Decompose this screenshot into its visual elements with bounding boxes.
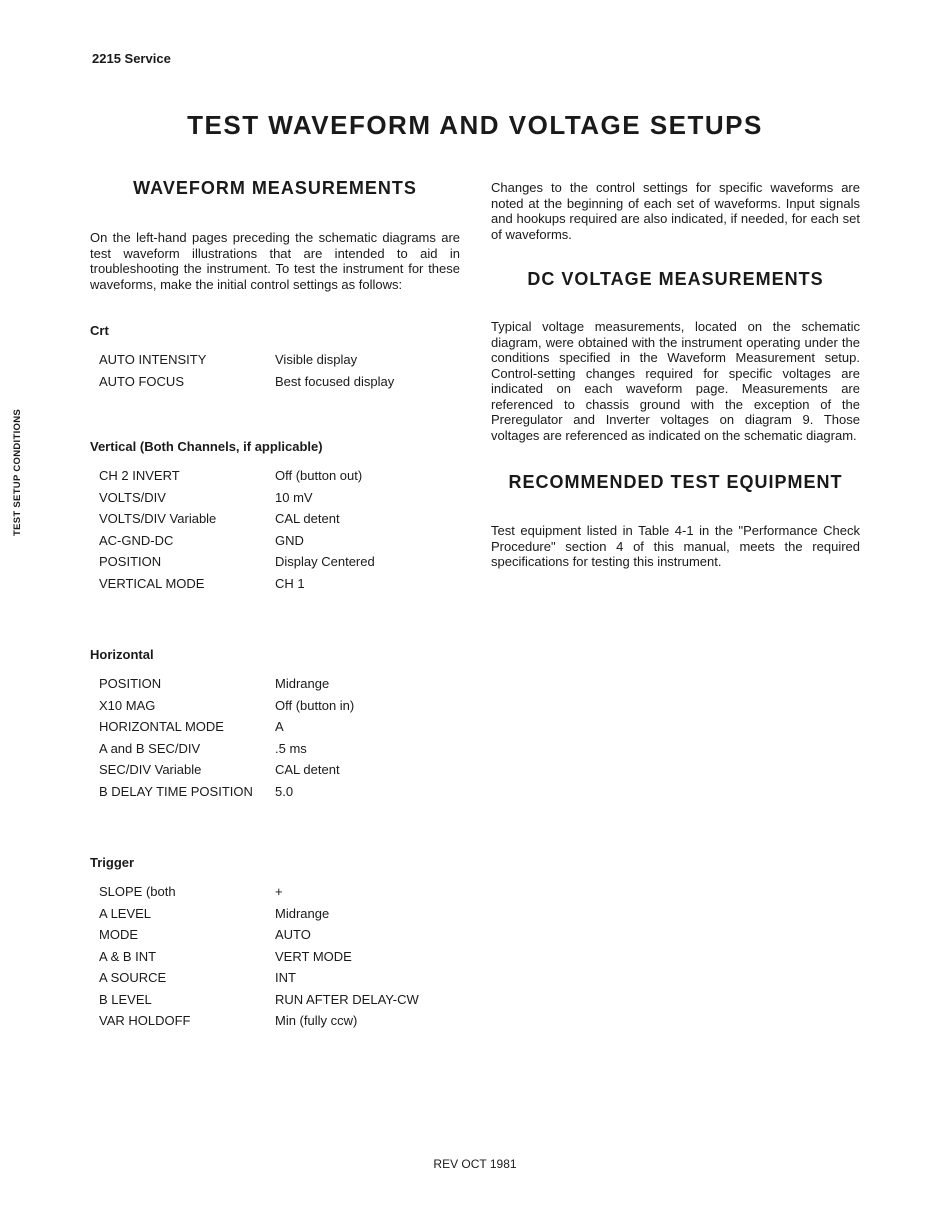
- control-name: SLOPE (both: [99, 884, 176, 900]
- control-name: CH 2 INVERT: [99, 468, 180, 484]
- settings-row: [99, 924, 419, 946]
- vertical-section: [90, 439, 460, 594]
- settings-row: [99, 551, 375, 573]
- settings-row: [99, 349, 394, 371]
- control-setting: AUTO: [275, 927, 311, 943]
- control-setting: Off (button out): [275, 468, 363, 484]
- control-setting: 5.0: [275, 783, 294, 799]
- control-setting: 10 mV: [275, 489, 313, 505]
- settings-row: [99, 903, 419, 925]
- control-name: SEC/DIV Variable: [99, 762, 202, 778]
- side-tab-label: TEST SETUP CONDITIONS: [12, 409, 23, 536]
- settings-row: [99, 573, 375, 595]
- control-name: A LEVEL: [99, 905, 152, 921]
- settings-row: [99, 530, 375, 552]
- control-setting: Min (fully ccw): [275, 1013, 358, 1029]
- settings-row: [99, 738, 354, 760]
- control-setting: Display Centered: [275, 554, 375, 570]
- waveform-intro: On the left-hand pages preceding the schematic diagrams are test waveform illustrations that are intended to aid in troubleshooting the instrument. To test the instrument for these waveforms, make the initial control settings as follows:: [90, 230, 460, 292]
- control-setting: .5 ms: [275, 740, 307, 756]
- settings-row: [99, 946, 419, 968]
- control-name: POSITION: [99, 676, 162, 692]
- control-name: B LEVEL: [99, 991, 152, 1007]
- control-name: AC-GND-DC: [99, 532, 174, 548]
- control-name: HORIZONTAL MODE: [99, 719, 224, 735]
- control-setting: Visible display: [275, 352, 358, 368]
- control-setting: +: [275, 884, 283, 900]
- section-heading: Horizontal: [90, 647, 154, 662]
- control-name: MODE: [99, 927, 138, 943]
- control-setting: Midrange: [275, 676, 330, 692]
- control-name: X10 MAG: [99, 697, 156, 713]
- control-setting: GND: [275, 532, 304, 548]
- settings-row: [99, 508, 375, 530]
- settings-table: [99, 881, 419, 1032]
- control-name: A and B SEC/DIV: [99, 740, 201, 756]
- settings-row: [99, 759, 354, 781]
- settings-row: [99, 695, 354, 717]
- control-name: B DELAY TIME POSITION: [99, 783, 253, 799]
- dc-voltage-heading: DC VOLTAGE MEASUREMENTS: [527, 269, 824, 289]
- control-name: AUTO FOCUS: [99, 373, 184, 389]
- page-header: 2215 Service: [92, 51, 171, 66]
- dc-voltage-text: Typical voltage measurements, located on the schematic diagram, were obtained with the instrument operating under the conditions specified in the Waveform Measurement setup. Control-setting changes required for specific voltages are indicated on each waveform page. Measurements are referenced to chassis ground with the exception of the Preregulator and Inverter voltages on diagram 9. Those voltages are referenced as indicated on the schematic diagram.: [491, 319, 860, 443]
- settings-table: [99, 465, 375, 594]
- settings-row: [99, 881, 419, 903]
- right-column: [491, 180, 860, 570]
- control-setting: A: [275, 719, 284, 735]
- control-setting: Midrange: [275, 905, 330, 921]
- test-equipment-text: Test equipment listed in Table 4-1 in the "Performance Check Procedure" section 4 of this manual, meets the required specifications for testing this instrument.: [491, 523, 860, 569]
- section-heading: Vertical (Both Channels, if applicable): [90, 439, 323, 454]
- waveform-continuation: Changes to the control settings for specific waveforms are noted at the beginning of each set of waveforms. Input signals and hookups required are also indicated, if needed, for each set of waveforms.: [491, 180, 860, 242]
- settings-table: [99, 673, 354, 802]
- trigger-section: [90, 855, 460, 1032]
- control-name: A & B INT: [99, 948, 157, 964]
- settings-row: [99, 967, 419, 989]
- control-name: VOLTS/DIV Variable: [99, 511, 217, 527]
- control-setting: VERT MODE: [275, 948, 352, 964]
- control-name: VOLTS/DIV: [99, 489, 166, 505]
- page-title: TEST WAVEFORM AND VOLTAGE SETUPS: [187, 110, 763, 140]
- settings-row: [99, 1010, 419, 1032]
- settings-row: [99, 371, 394, 393]
- control-name: AUTO INTENSITY: [99, 352, 207, 368]
- control-setting: INT: [275, 970, 296, 986]
- crt-section: [90, 323, 460, 392]
- control-name: VAR HOLDOFF: [99, 1013, 191, 1029]
- left-column: [90, 176, 460, 1032]
- control-setting: Best focused display: [275, 373, 395, 389]
- test-equipment-heading: RECOMMENDED TEST EQUIPMENT: [508, 472, 843, 492]
- section-heading: Crt: [90, 323, 109, 338]
- horizontal-section: [90, 647, 460, 802]
- settings-row: [99, 781, 354, 803]
- settings-row: [99, 989, 419, 1011]
- settings-row: [99, 487, 375, 509]
- control-name: POSITION: [99, 554, 162, 570]
- control-setting: CAL detent: [275, 511, 340, 527]
- settings-table: [99, 349, 394, 392]
- control-name: VERTICAL MODE: [99, 575, 205, 591]
- control-setting: RUN AFTER DELAY-CW: [275, 991, 419, 1007]
- section-heading: Trigger: [90, 855, 135, 870]
- settings-row: [99, 716, 354, 738]
- control-setting: CAL detent: [275, 762, 340, 778]
- settings-row: [99, 673, 354, 695]
- control-setting: Off (button in): [275, 697, 355, 713]
- control-name: A SOURCE: [99, 970, 167, 986]
- settings-row: [99, 465, 375, 487]
- control-setting: CH 1: [275, 575, 305, 591]
- revision-footer: REV OCT 1981: [433, 1157, 517, 1171]
- waveform-heading: WAVEFORM MEASUREMENTS: [133, 178, 417, 198]
